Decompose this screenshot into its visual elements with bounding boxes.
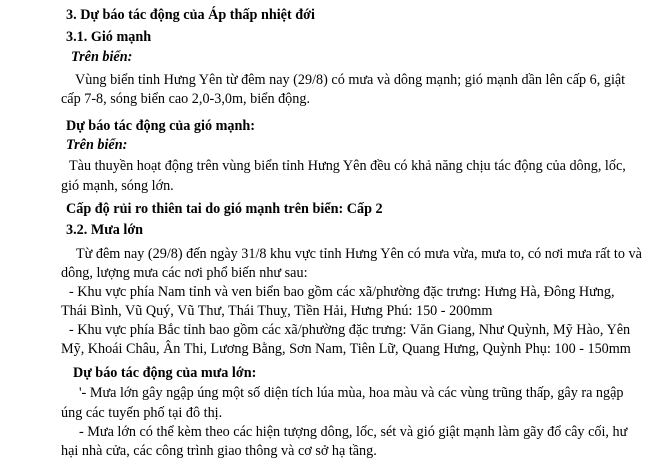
wind-heading: 3.1. Gió mạnh	[66, 29, 152, 45]
at-sea-text-line-1: Vùng biển tỉnh Hưng Yên từ đêm nay (29/8) có mưa và dông mạnh; gió mạnh dần lên cấp 6, giật	[75, 72, 626, 88]
rain-heading: 3.2. Mưa lớn	[66, 222, 144, 238]
rain-north-line-1: - Khu vực phía Bắc tỉnh bao gồm các xã/phường đặc trưng: Văn Giang, Như Quỳnh, Mỹ Hào, Yên	[69, 322, 631, 338]
rain-intro-line-2: dông, lượng mưa các nơi phổ biến như sau:	[61, 265, 308, 281]
wind-impact-heading: Dự báo tác động của gió mạnh:	[66, 118, 256, 134]
rain-south-line-2: Thái Bình, Vũ Quý, Vũ Thư, Thái Thuỵ, Tiền Hải, Hưng Phú: 150 - 200mm	[61, 303, 493, 319]
at-sea-text-line-2: cấp 7-8, sóng biển cao 2,0-3,0m, biển động.	[61, 91, 311, 107]
wind-risk-level: Cấp độ rủi ro thiên tai do gió mạnh trên biển: Cấp 2	[66, 201, 383, 217]
rain-impact-heading: Dự báo tác động của mưa lớn:	[73, 365, 257, 381]
wind-impact-at-sea-label: Trên biển:	[66, 137, 128, 153]
rain-impact-1-line-1: '- Mưa lớn gây ngập úng một số diện tích lúa mùa, hoa màu và các vùng trũng thấp, gây ra ngập	[79, 385, 624, 401]
rain-intro-line-1: Từ đêm nay (29/8) đến ngày 31/8 khu vực tỉnh Hưng Yên có mưa vừa, mưa to, có nơi mưa rất to và	[76, 246, 642, 262]
wind-impact-text-line-2: gió mạnh, sóng lớn.	[61, 178, 174, 194]
section-heading: 3. Dự báo tác động của Áp thấp nhiệt đới	[66, 7, 315, 23]
rain-north-line-2: Mỹ, Khoái Châu, Ân Thi, Lương Bằng, Sơn Nam, Tiên Lữ, Quang Hưng, Quỳnh Phụ: 100 - 150mm	[61, 341, 631, 357]
rain-south-line-1: - Khu vực phía Nam tỉnh và ven biển bao gồm các xã/phường đặc trưng: Hưng Hà, Đông Hưng,	[69, 284, 615, 300]
rain-impact-1-line-2: úng các tuyến phố tại đô thị.	[61, 405, 223, 421]
wind-impact-text-line-1: Tàu thuyền hoạt động trên vùng biển tỉnh Hưng Yên đều có khả năng chịu tác động của dông, lốc,	[69, 158, 626, 174]
rain-impact-2-line-2: hại nhà cửa, các công trình giao thông và cơ sở hạ tầng.	[61, 443, 377, 459]
at-sea-label: Trên biển:	[71, 49, 133, 65]
rain-impact-2-line-1: - Mưa lớn có thể kèm theo các hiện tượng dông, lốc, sét và gió giật mạnh làm gãy đổ cây cối, hư	[79, 424, 628, 440]
